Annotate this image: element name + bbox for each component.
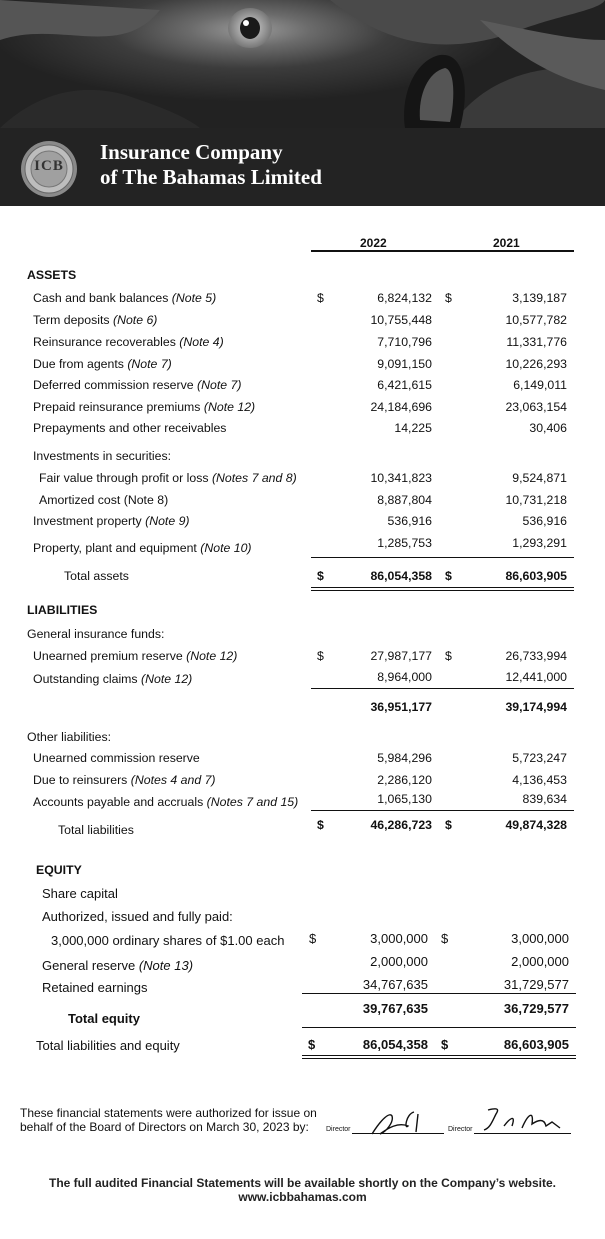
value-2022: 14,225 — [394, 421, 432, 435]
company-name — [100, 140, 322, 190]
table-row — [0, 533, 605, 553]
currency-2022: $ — [317, 291, 324, 305]
currency-2022: $ — [308, 1037, 316, 1052]
row-note: (Notes 7 and 8) — [211, 471, 297, 485]
row-label: Total liabilities and equity — [36, 1038, 180, 1053]
row-note: (Note 12) — [186, 649, 238, 663]
year-2022-header: 2022 — [360, 236, 387, 250]
table-row — [0, 490, 605, 510]
row-label: Investment property — [33, 514, 142, 528]
value-2022: 10,341,823 — [370, 471, 432, 485]
row-label: Due from agents — [33, 357, 124, 371]
footer-note: The full audited Financial Statements will be available shortly on the Company’s website. — [49, 1176, 556, 1190]
value-2021: 39,174,994 — [505, 700, 567, 714]
currency-2021: $ — [445, 649, 452, 663]
parrot-photo-illustration — [0, 0, 605, 128]
row-note: (Note 5) — [171, 291, 217, 305]
table-row — [0, 310, 605, 330]
row-label: Deferred commission reserve — [33, 378, 194, 392]
header-photo — [0, 0, 605, 128]
value-2022: 1,065,130 — [377, 792, 432, 806]
value-2022: 3,000,000 — [370, 931, 428, 946]
company-name-line1: Insurance Company — [100, 140, 283, 164]
row-note: (Note 4) — [179, 335, 224, 349]
currency-2021: $ — [445, 569, 452, 583]
currency-2021: $ — [441, 931, 449, 946]
other-liabilities-heading — [0, 727, 605, 747]
row-label: Cash and bank balances — [33, 291, 169, 305]
logo-text: ICB — [34, 158, 64, 174]
value-2022: 6,824,132 — [377, 291, 432, 305]
value-2021: 23,063,154 — [505, 400, 567, 414]
row-label: Term deposits — [33, 313, 110, 327]
value-2022: 34,767,635 — [362, 977, 428, 992]
table-row — [0, 418, 605, 438]
director-label: Director — [448, 1126, 473, 1133]
value-2021: 5,723,247 — [512, 751, 567, 765]
row-note: (Note 6) — [112, 313, 158, 327]
value-2022: 1,285,753 — [377, 536, 432, 550]
row-label: Fair value through profit or loss — [39, 471, 209, 485]
table-row — [0, 667, 605, 687]
authorized-text: Authorized, issued and fully paid: — [42, 909, 233, 924]
other-liabilities-heading-text: Other liabilities: — [27, 730, 112, 744]
table-row — [0, 929, 605, 949]
total-liabilities-equity-row — [0, 1035, 605, 1055]
row-label: 3,000,000 ordinary shares of $1.00 each — [51, 933, 285, 948]
total-liabilities-row — [0, 815, 605, 835]
value-2021: 536,916 — [522, 514, 567, 528]
header-rule — [311, 250, 574, 252]
assets-heading-text: ASSETS — [27, 268, 77, 282]
value-2022: 24,184,696 — [370, 400, 432, 414]
company-name-line2: of The Bahamas Limited — [100, 165, 322, 189]
row-label: Retained earnings — [42, 980, 148, 995]
subtotal-rule — [311, 557, 574, 558]
value-2022: 2,000,000 — [370, 954, 428, 969]
row-note: (Note 7) — [197, 378, 242, 392]
value-2021: 10,226,293 — [505, 357, 567, 371]
value-2022: 46,286,723 — [370, 818, 432, 832]
currency-2021: $ — [445, 818, 452, 832]
value-2021: 10,731,218 — [505, 493, 567, 507]
row-label: Total liabilities — [58, 823, 134, 837]
value-2022: 7,710,796 — [377, 335, 432, 349]
value-2022: 8,887,804 — [377, 493, 432, 507]
value-2021: 86,603,905 — [503, 1037, 569, 1052]
liabilities-heading-text: LIABILITIES — [27, 603, 98, 617]
row-label: Property, plant and equipment — [33, 541, 197, 555]
table-row — [0, 789, 605, 809]
value-2021: 12,441,000 — [505, 670, 567, 684]
value-2022: 36,951,177 — [370, 700, 432, 714]
row-label: Prepaid reinsurance premiums — [33, 400, 201, 414]
table-row — [0, 952, 605, 972]
value-2022: 2,286,120 — [377, 773, 432, 787]
row-note: (Note 12) — [141, 672, 193, 686]
row-label: Prepayments and other receivables — [33, 421, 227, 435]
row-label: General reserve — [42, 958, 136, 973]
value-2021: 11,331,776 — [506, 335, 567, 349]
value-2021: 839,634 — [522, 792, 567, 806]
subtotal-rule — [302, 993, 576, 994]
investments-heading-text: Investments in securities: — [33, 449, 172, 463]
row-note: (Note 13) — [138, 958, 194, 973]
director-signature-2 — [482, 1104, 572, 1136]
share-capital-heading — [0, 884, 605, 904]
director-label: Director — [326, 1126, 351, 1133]
value-2021: 10,577,782 — [505, 313, 567, 327]
row-note: (Note 7) — [127, 357, 172, 371]
row-note: (Note 12) — [203, 400, 256, 414]
currency-2022: $ — [317, 569, 324, 583]
table-row — [0, 397, 605, 417]
footer-website[interactable]: www.icbbahamas.com — [238, 1190, 367, 1204]
row-label: Accounts payable and accruals — [33, 795, 204, 809]
value-2022: 6,421,615 — [377, 378, 432, 392]
share-capital-text: Share capital — [42, 886, 118, 901]
value-2022: 27,987,177 — [370, 649, 432, 663]
currency-2022: $ — [317, 649, 324, 663]
currency-2021: $ — [445, 291, 452, 305]
table-row — [0, 748, 605, 768]
subtotal-rule — [311, 810, 574, 811]
currency-2022: $ — [309, 931, 317, 946]
equity-heading-text: EQUITY — [36, 863, 82, 877]
value-2022: 39,767,635 — [362, 1001, 428, 1016]
table-row — [0, 468, 605, 488]
value-2021: 9,524,871 — [512, 471, 567, 485]
authorization-line1: These financial statements were authorized for issue on — [20, 1106, 317, 1120]
total-double-rule — [311, 587, 574, 591]
row-note: (Notes 7 and 15) — [206, 795, 299, 809]
authorized-heading — [0, 907, 605, 927]
liabilities-heading — [0, 600, 605, 620]
general-insurance-heading — [0, 624, 605, 644]
value-2022: 10,755,448 — [370, 313, 432, 327]
row-note: (Note 9) — [145, 514, 190, 528]
value-2021: 2,000,000 — [511, 954, 569, 969]
value-2022: 5,984,296 — [377, 751, 432, 765]
authorization-text — [20, 1106, 317, 1134]
value-2021: 1,293,291 — [512, 536, 567, 550]
table-row — [0, 770, 605, 790]
investments-heading — [0, 446, 605, 466]
equity-heading — [0, 860, 605, 880]
value-2021: 36,729,577 — [503, 1001, 569, 1016]
table-row — [0, 288, 605, 308]
subtotal-rule — [302, 1027, 576, 1028]
table-row — [0, 511, 605, 531]
value-2021: 26,733,994 — [505, 649, 567, 663]
value-2022: 536,916 — [387, 514, 432, 528]
value-2021: 6,149,011 — [513, 378, 567, 392]
value-2021: 3,139,187 — [512, 291, 567, 305]
subtotal-rule — [311, 688, 574, 689]
assets-heading — [0, 265, 605, 285]
value-2021: 49,874,328 — [505, 818, 567, 832]
value-2021: 86,603,905 — [505, 569, 567, 583]
general-insurance-subtotal-row — [0, 697, 605, 717]
authorization-line2: behalf of the Board of Directors on March 30, 2023 by: — [20, 1120, 309, 1134]
value-2022: 86,054,358 — [370, 569, 432, 583]
table-row — [0, 375, 605, 395]
general-insurance-heading-text: General insurance funds: — [27, 627, 165, 641]
row-label: Due to reinsurers — [33, 773, 128, 787]
row-label: Unearned commission reserve — [33, 751, 200, 765]
table-row — [0, 646, 605, 666]
currency-2022: $ — [317, 818, 324, 832]
table-row — [0, 332, 605, 352]
value-2021: 3,000,000 — [511, 931, 569, 946]
value-2022: 9,091,150 — [377, 357, 432, 371]
row-note: (Note 10) — [200, 541, 252, 555]
total-double-rule — [302, 1055, 576, 1059]
table-row — [0, 354, 605, 374]
value-2022: 8,964,000 — [377, 670, 432, 684]
value-2021: 30,406 — [529, 421, 567, 435]
director-signature-1 — [368, 1108, 438, 1138]
row-label: Total equity — [68, 1011, 140, 1026]
value-2022: 86,054,358 — [362, 1037, 428, 1052]
value-2021: 4,136,453 — [512, 773, 567, 787]
row-label: Total assets — [64, 569, 129, 583]
total-assets-row — [0, 566, 605, 586]
row-label: Reinsurance recoverables — [33, 335, 176, 349]
total-equity-row — [0, 999, 605, 1026]
row-note: (Notes 4 and 7) — [130, 773, 216, 787]
value-2021: 31,729,577 — [503, 977, 569, 992]
table-row — [0, 975, 605, 995]
row-label: Unearned premium reserve — [33, 649, 183, 663]
year-2021-header: 2021 — [493, 236, 520, 250]
row-label: Outstanding claims — [33, 672, 138, 686]
currency-2021: $ — [441, 1037, 449, 1052]
row-label: Amortized cost (Note 8) — [39, 493, 169, 507]
